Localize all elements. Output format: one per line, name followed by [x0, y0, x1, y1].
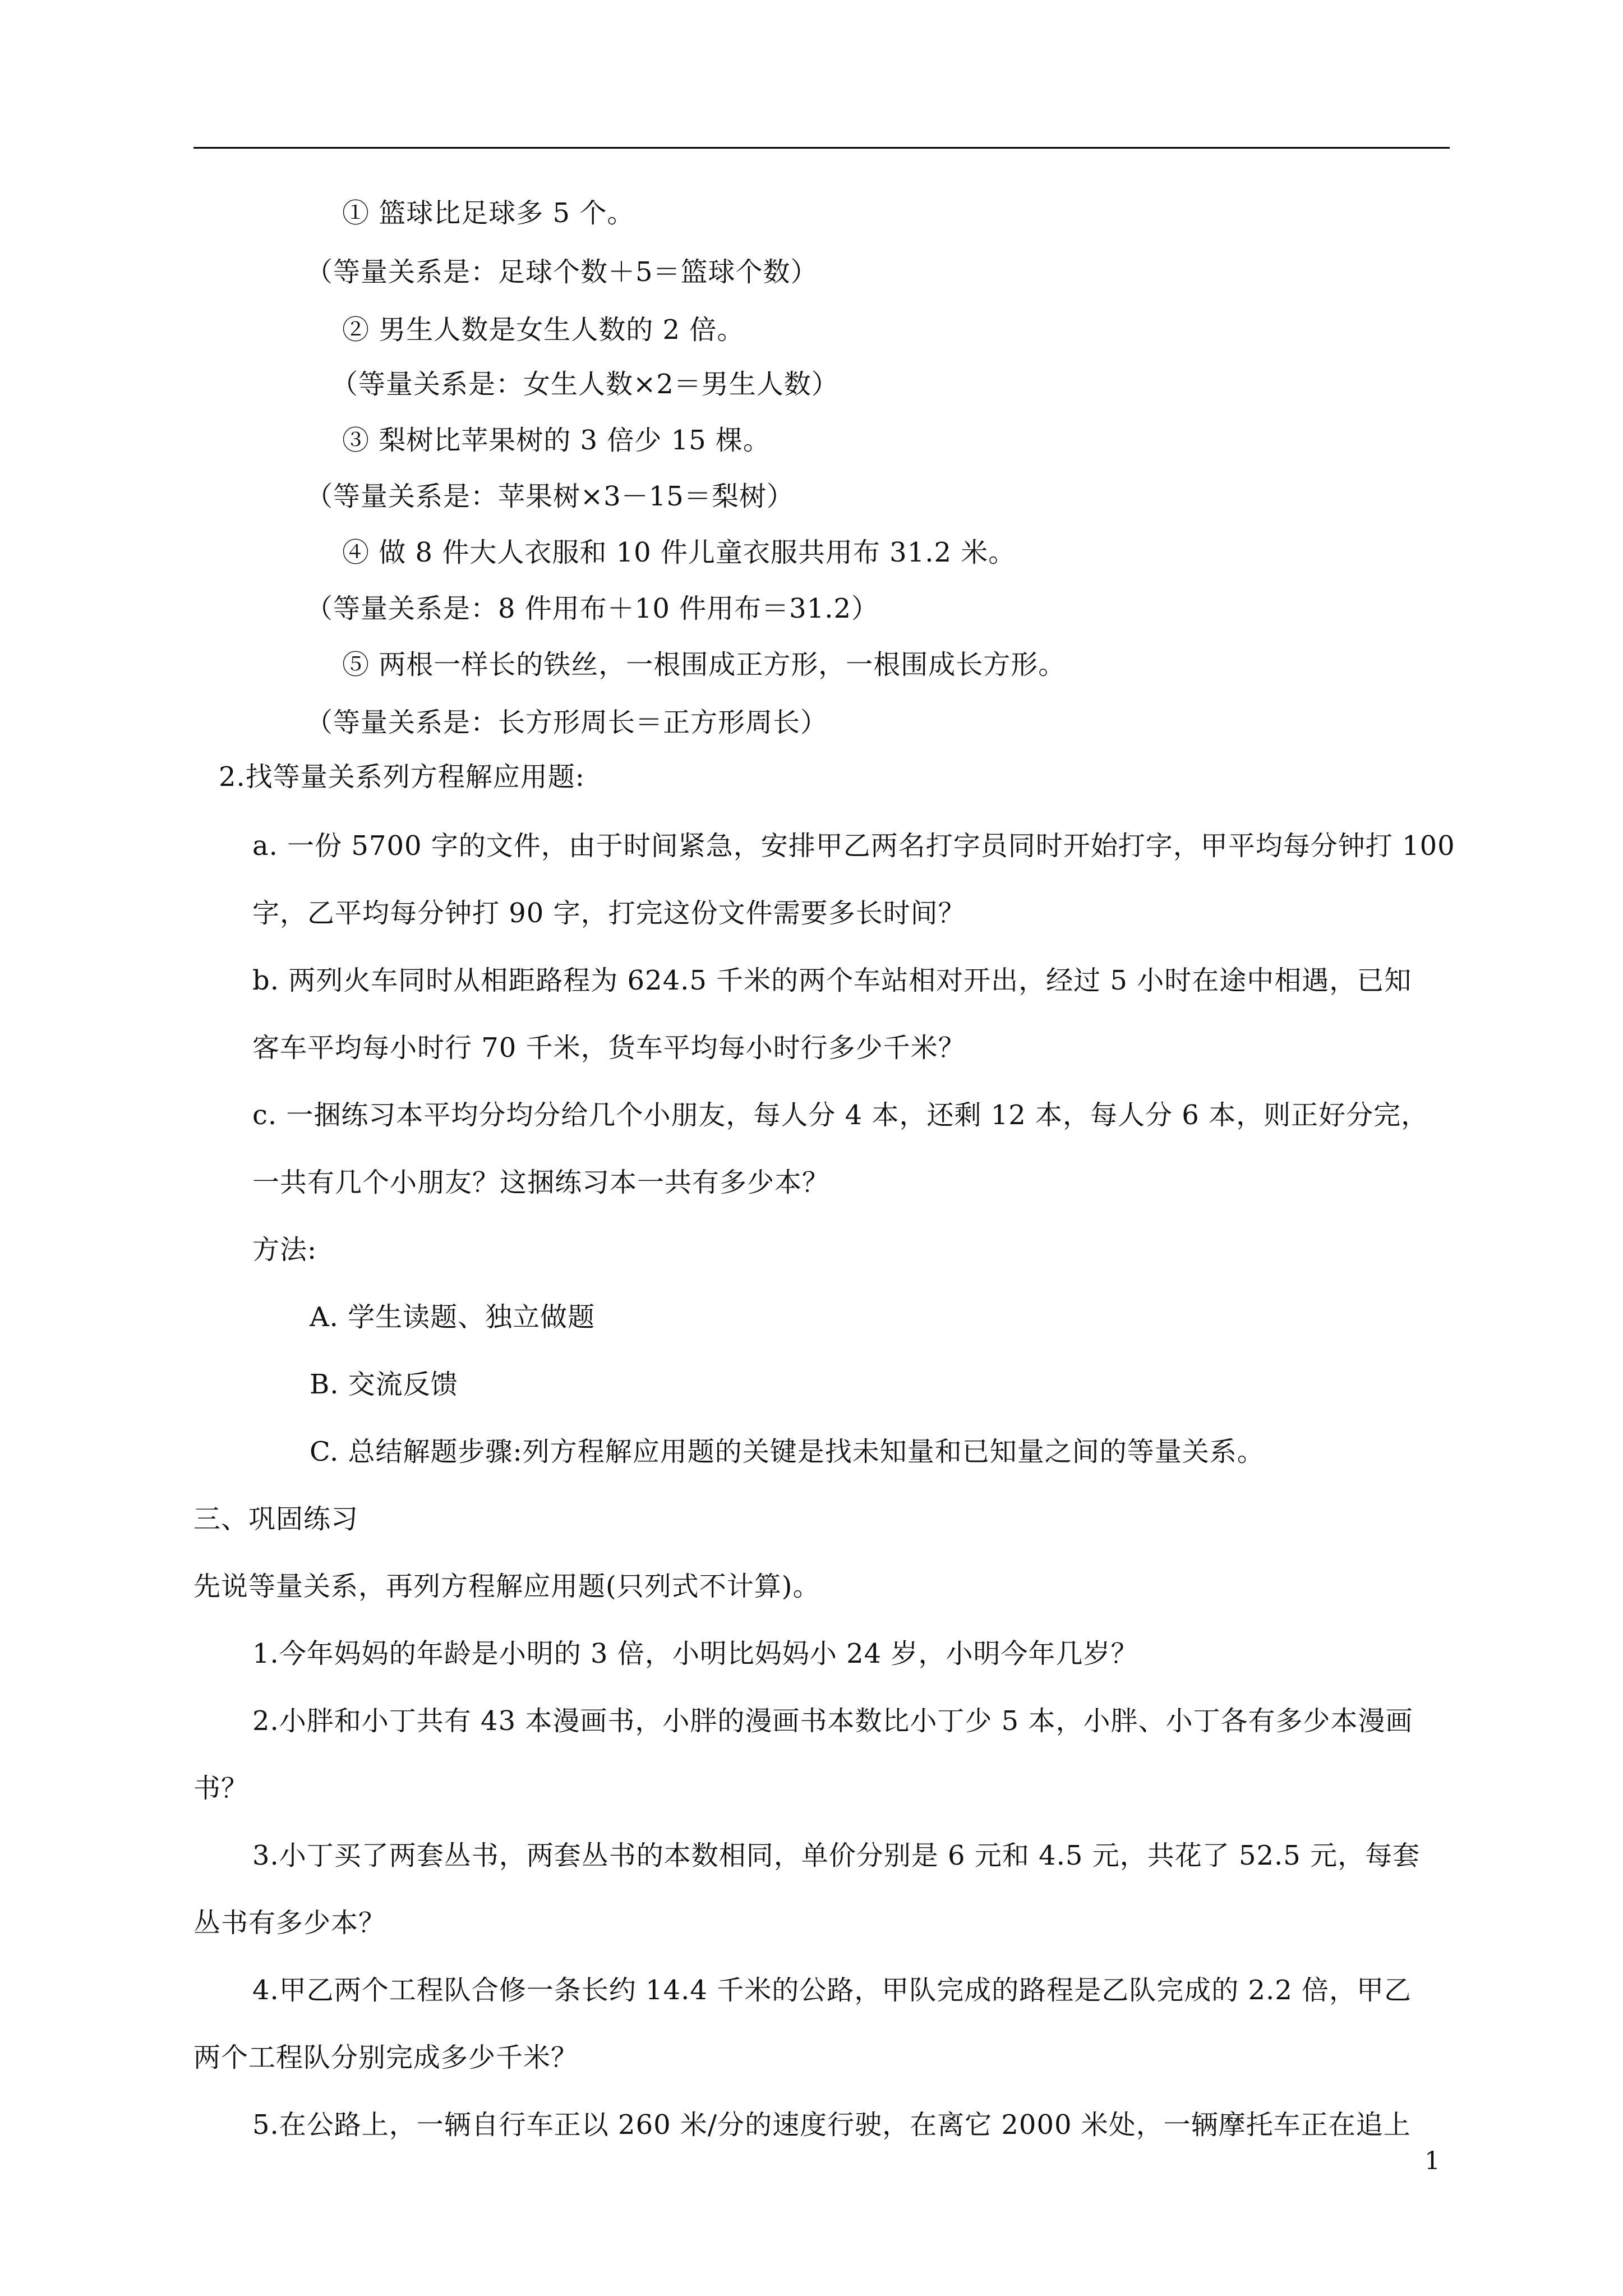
- exercise-3-line1: 3.小丁买了两套丛书，两套丛书的本数相同，单价分别是 6 元和 4.5 元，共花了 52.5 元，每套: [252, 1840, 1421, 1871]
- relation-example-4: ④ 做 8 件大人衣服和 10 件儿童衣服共用布 31.2 米。: [342, 537, 1016, 568]
- exercise-4-line1: 4.甲乙两个工程队合修一条长约 14.4 千米的公路，甲队完成的路程是乙队完成的 2.2 倍，甲乙: [252, 1975, 1412, 2006]
- method-c: C. 总结解题步骤:列方程解应用题的关键是找未知量和已知量之间的等量关系。: [310, 1436, 1265, 1467]
- relation-example-2: ② 男生人数是女生人数的 2 倍。: [342, 314, 745, 346]
- exercise-5: 5.在公路上，一辆自行车正以 260 米/分的速度行驶，在离它 2000 米处，一辆摩托车正在追上: [252, 2109, 1411, 2141]
- header-rule: [193, 147, 1450, 149]
- problem-a-line1: a. 一份 5700 字的文件，由于时间紧急，安排甲乙两名打字员同时开始打字，甲平均每分钟打 100: [252, 830, 1455, 862]
- section3-heading: 三、巩固练习: [193, 1503, 359, 1535]
- problem-a-line2: 字，乙平均每分钟打 90 字，打完这份文件需要多长时间？: [252, 898, 966, 929]
- relation-statement-3: （等量关系是：苹果树×3－15＝梨树）: [306, 481, 794, 512]
- exercise-2-line1: 2.小胖和小丁共有 43 本漫画书，小胖的漫画书本数比小丁少 5 本，小胖、小丁各有多少本漫画: [252, 1705, 1413, 1737]
- problem-c-line2: 一共有几个小朋友？这捆练习本一共有多少本？: [252, 1167, 830, 1198]
- relation-example-3: ③ 梨树比苹果树的 3 倍少 15 棵。: [342, 425, 771, 456]
- problem-b-line1: b. 两列火车同时从相距路程为 624.5 千米的两个车站相对开出，经过 5 小时在途中相遇，已知: [252, 965, 1412, 996]
- relation-statement-2: （等量关系是：女生人数×2＝男生人数）: [331, 369, 839, 400]
- method-b: B. 交流反馈: [310, 1369, 458, 1400]
- method-label: 方法:: [252, 1234, 317, 1266]
- exercise-4-line2: 两个工程队分别完成多少千米？: [193, 2042, 579, 2073]
- method-a: A. 学生读题、独立做题: [310, 1301, 596, 1333]
- section2-heading: 2.找等量关系列方程解应用题:: [219, 761, 585, 793]
- relation-example-5: ⑤ 两根一样长的铁丝，一根围成正方形，一根围成长方形。: [342, 649, 1066, 680]
- exercise-2-line2: 书？: [193, 1773, 249, 1804]
- exercise-1: 1.今年妈妈的年龄是小明的 3 倍，小明比妈妈小 24 岁，小明今年几岁？: [252, 1638, 1138, 1669]
- page-number: 1: [1424, 2147, 1440, 2175]
- relation-statement-5: （等量关系是：长方形周长＝正方形周长）: [306, 707, 828, 738]
- exercise-3-line2: 丛书有多少本？: [193, 1907, 386, 1939]
- problem-c-line1: c. 一捆练习本平均分均分给几个小朋友，每人分 4 本，还剩 12 本，每人分 6 本，则正好分完，: [252, 1099, 1429, 1131]
- relation-statement-4: （等量关系是：8 件用布＋10 件用布＝31.2）: [306, 593, 879, 624]
- section3-intro: 先说等量关系，再列方程解应用题(只列式不计算)。: [193, 1571, 820, 1602]
- relation-statement-1: （等量关系是：足球个数＋5＝篮球个数）: [306, 256, 818, 288]
- problem-b-line2: 客车平均每小时行 70 千米，货车平均每小时行多少千米？: [252, 1032, 966, 1064]
- relation-example-1: ① 篮球比足球多 5 个。: [342, 197, 635, 229]
